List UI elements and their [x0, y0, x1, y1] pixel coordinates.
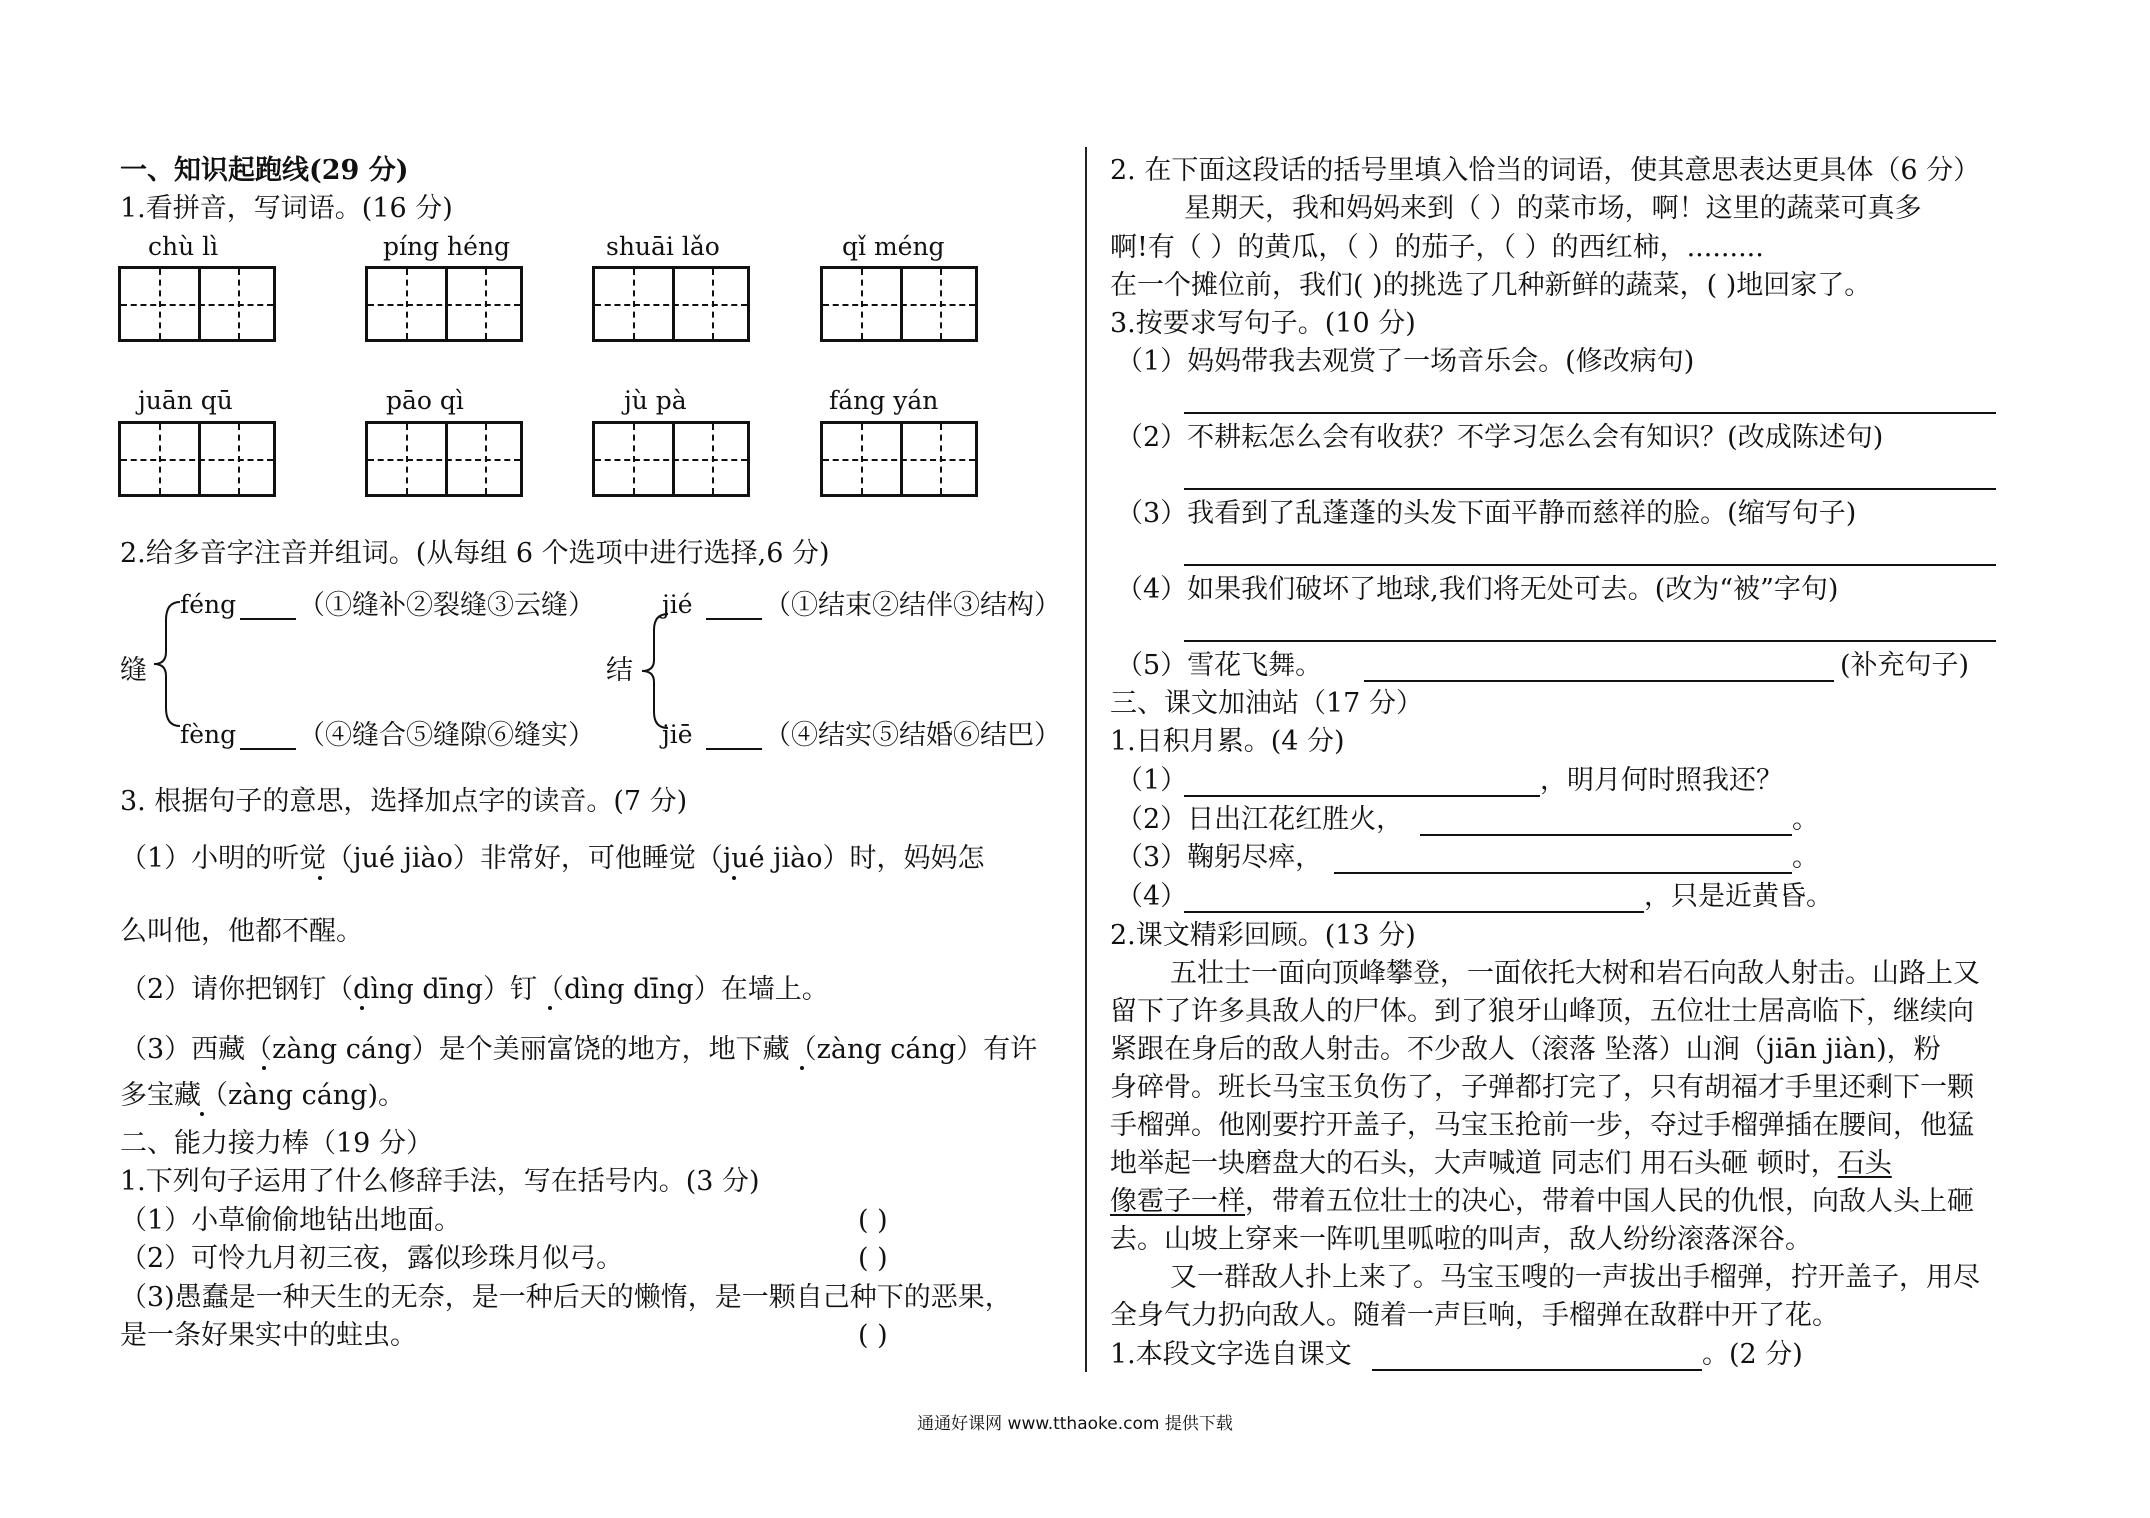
passage-line: 留下了许多具敌人的尸体。到了狼牙山峰顶，五位壮士居高临下，继续向 — [1110, 996, 1974, 1027]
brace-icon — [640, 612, 670, 730]
pinyin-label: qǐ méng — [842, 232, 945, 261]
r-q3-item-5-hint: (补充句子) — [1840, 650, 1970, 681]
writing-grid[interactable] — [592, 421, 750, 497]
answer-line[interactable] — [1184, 564, 1996, 566]
passage-line: 紧跟在身后的敌人射击。不少敌人（滚落 坠落）山涧（jiān jiàn)，粉 — [1110, 1034, 1941, 1065]
pinyin-label: fáng yán — [829, 386, 939, 415]
underlined-phrase: 石头 — [1837, 1148, 1892, 1179]
section-3-title: 三、课文加油站（17 分） — [1110, 688, 1423, 719]
q2-title: 2.给多音字注音并组词。(从每组 6 个选项中进行选择,6 分) — [120, 538, 830, 569]
s2-q1-item-3: （3)愚蠢是一种天生的无奈，是一种后天的懒惰，是一颗自己种下的恶果， — [120, 1282, 1012, 1313]
writing-grid[interactable] — [118, 421, 276, 497]
r-q2-line-1: 星期天，我和妈妈来到（ ）的菜市场，啊！这里的蔬菜可真多 — [1184, 193, 1922, 224]
writing-grid[interactable] — [365, 421, 523, 497]
passage-line: 全身气力扔向敌人。随着一声巨响，手榴弹在敌群中开了花。 — [1110, 1300, 1839, 1331]
emphasis-dot — [548, 1006, 552, 1010]
passage-line: 又一群敌人扑上来了。马宝玉嗖的一声拔出手榴弹，拧开盖子，用尽 — [1170, 1262, 1980, 1293]
passage-line: 去。山坡上穿来一阵叽里呱啦的叫声，敌人纷纷滚落深谷。 — [1110, 1224, 1812, 1255]
answer-blank[interactable] — [706, 618, 762, 620]
s2-q1-title: 1.下列句子运用了什么修辞手法，写在括号内。(3 分) — [120, 1166, 760, 1197]
s2-q1-item-1: （1）小草偷偷地钻出地面。 — [120, 1205, 462, 1236]
answer-line[interactable] — [1364, 680, 1834, 682]
emphasis-dot — [262, 1066, 266, 1070]
pinyin-label: juān qū — [138, 386, 233, 415]
r-q3-item-4: （4）如果我们破坏了地球,我们将无处可去。(改为“被”字句) — [1116, 574, 1839, 605]
s3-q1-item-1-end: ，明月何时照我还？ — [1540, 765, 1783, 796]
answer-line[interactable] — [1184, 911, 1644, 913]
feng-bottom-options: （④缝合⑤缝隙⑥缝实） — [298, 720, 595, 751]
writing-grid[interactable] — [820, 421, 978, 497]
s3-q1-title: 1.日积月累。(4 分) — [1110, 726, 1345, 757]
answer-line[interactable] — [1184, 488, 1996, 490]
final-question: 1.本段文字选自课文 — [1110, 1339, 1352, 1370]
answer-blank[interactable] — [240, 618, 296, 620]
s2-q1-item-3-cont: 是一条好果实中的蛀虫。 — [120, 1320, 417, 1351]
r-q3-title: 3.按要求写句子。(10 分) — [1110, 308, 1416, 339]
q3-sentence-1-cont: 么叫他，他都不醒。 — [120, 916, 363, 947]
passage-text: ，带着五位壮士的决心，带着中国人民的仇恨，向敌人头上砸 — [1245, 1186, 1974, 1217]
section-1-title: 一、知识起跑线(29 分) — [120, 155, 409, 186]
footer-credit: 通通好课网 www.tthaoke.com 提供下载 — [917, 1414, 1233, 1434]
pinyin-feng-bottom: fèng — [180, 720, 237, 749]
q3-sentence-3-cont: 多宝藏（zàng cáng)。 — [120, 1080, 406, 1111]
pinyin-feng-top: féng — [180, 590, 237, 619]
passage-line: 五壮士一面向顶峰攀登，一面依托大树和岩石向敌人射击。山路上又 — [1170, 958, 1980, 989]
r-q2-line-3: 在一个摊位前，我们( )的挑选了几种新鲜的蔬菜，( )地回家了。 — [1110, 270, 1872, 301]
jie-top-options: （①结束②结伴③结构） — [764, 590, 1061, 621]
answer-line[interactable] — [1420, 834, 1792, 836]
emphasis-dot — [732, 876, 736, 880]
final-question-end: 。(2 分) — [1702, 1339, 1803, 1370]
section-2-title: 二、能力接力棒（19 分） — [120, 1128, 433, 1159]
answer-blank[interactable] — [240, 748, 296, 750]
pinyin-label: shuāi lǎo — [606, 232, 720, 261]
s3-q1-item-3: （3）鞠躬尽瘁， — [1116, 842, 1323, 873]
s3-q1-item-4-end: ，只是近黄昏。 — [1644, 881, 1833, 912]
answer-line[interactable] — [1372, 1369, 1702, 1371]
r-q2-line-2: 啊!有（ ）的黄瓜，（ ）的茄子，（ ）的西红柿，......... — [1110, 232, 1764, 263]
q3-title: 3. 根据句子的意思，选择加点字的读音。(7 分) — [120, 786, 688, 817]
column-divider — [1085, 147, 1087, 1372]
passage-line: 手榴弹。他刚要拧开盖子，马宝玉抢前一步，夺过手榴弹插在腰间，他猛 — [1110, 1110, 1974, 1141]
answer-paren[interactable]: ( ) — [858, 1205, 888, 1236]
answer-line[interactable] — [1184, 795, 1540, 797]
passage-line — [1110, 1150, 1892, 1177]
q1-title: 1.看拼音，写词语。(16 分) — [120, 193, 453, 224]
writing-grid[interactable] — [365, 266, 523, 342]
jie-bottom-options: （④结实⑤结婚⑥结巴） — [764, 720, 1061, 751]
answer-paren[interactable]: ( ) — [858, 1243, 888, 1274]
pinyin-label: jù pà — [624, 386, 687, 415]
r-q3-item-3: （3）我看到了乱蓬蓬的头发下面平静而慈祥的脸。(缩写句子) — [1116, 498, 1857, 529]
passage-text: 地举起一块磨盘大的石头，大声喊道 同志们 用石头砸 顿时， — [1110, 1148, 1838, 1179]
q3-sentence-3: （3）西藏（zàng cáng）是个美丽富饶的地方，地下藏（zàng cáng）有许 — [120, 1034, 1038, 1065]
s3-q1-item-2: （2）日出江花红胜火， — [1116, 804, 1404, 835]
emphasis-dot — [360, 1006, 364, 1010]
passage-line: 身碎骨。班长马宝玉负伤了，子弹都打完了，只有胡福才手里还剩下一颗 — [1110, 1072, 1974, 1103]
polyphone-jie: 结 — [606, 655, 633, 686]
r-q3-item-1: （1）妈妈带我去观赏了一场音乐会。(修改病句) — [1116, 346, 1695, 377]
pinyin-label: pāo qì — [386, 386, 464, 415]
r-q3-item-5: （5）雪花飞舞。 — [1116, 650, 1323, 681]
q3-sentence-2: （2）请你把钢钉（dìng dīng）钉（dìng dīng）在墙上。 — [120, 974, 829, 1005]
pinyin-jie-top: jié — [662, 590, 693, 619]
pinyin-label: píng héng — [383, 232, 511, 261]
underlined-phrase: 像雹子一样 — [1110, 1186, 1245, 1217]
brace-icon — [152, 600, 182, 728]
writing-grid[interactable] — [820, 266, 978, 342]
polyphone-feng: 缝 — [120, 655, 147, 686]
pinyin-label: chù lì — [148, 232, 219, 261]
s3-q1-item-4: （4） — [1116, 881, 1188, 912]
passage-line — [1110, 1188, 1974, 1215]
pinyin-jie-bottom: jiē — [662, 720, 693, 749]
s3-q1-item-3-end: 。 — [1792, 842, 1819, 873]
answer-line[interactable] — [1334, 872, 1792, 874]
feng-top-options: （①缝补②裂缝③云缝） — [298, 590, 595, 621]
s3-q1-item-2-end: 。 — [1792, 804, 1819, 835]
emphasis-dot — [800, 1066, 804, 1070]
emphasis-dot — [318, 876, 322, 880]
s3-q1-item-1: （1） — [1116, 765, 1188, 796]
answer-line[interactable] — [1184, 412, 1996, 414]
writing-grid[interactable] — [592, 266, 750, 342]
r-q3-item-2: （2）不耕耘怎么会有收获？不学习怎么会有知识？(改成陈述句) — [1116, 422, 1884, 453]
q3-sentence-1: （1）小明的听觉（jué jiào）非常好，可他睡觉（jué jiào）时，妈妈怎 — [120, 843, 985, 874]
emphasis-dot — [200, 1112, 204, 1116]
answer-paren[interactable]: ( ) — [858, 1320, 888, 1351]
r-q2-title: 2. 在下面这段话的括号里填入恰当的词语，使其意思表达更具体（6 分） — [1110, 155, 1981, 186]
s3-q2-title: 2.课文精彩回顾。(13 分) — [1110, 920, 1416, 951]
answer-line[interactable] — [1184, 640, 1996, 642]
answer-blank[interactable] — [706, 748, 762, 750]
writing-grid[interactable] — [118, 266, 276, 342]
s2-q1-item-2: （2）可怜九月初三夜，露似珍珠月似弓。 — [120, 1243, 624, 1274]
